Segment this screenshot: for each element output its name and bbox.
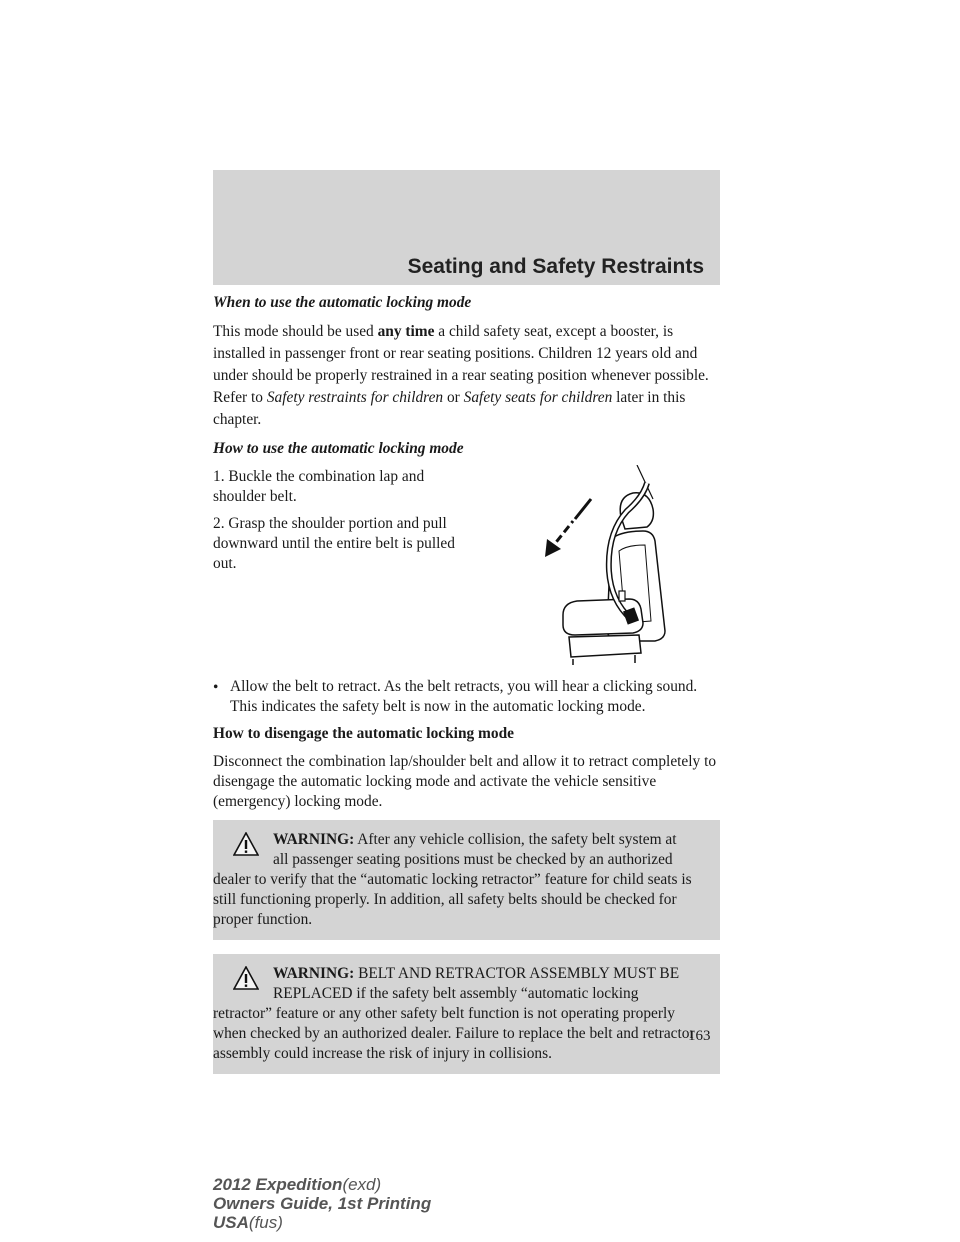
- bullet-item: [213, 677, 720, 717]
- footer-line-1: [213, 1175, 431, 1194]
- emphasis-any-time: any time: [377, 323, 435, 340]
- reference-safety-seats-children: Safety seats for children: [463, 389, 613, 406]
- footer: [213, 1175, 431, 1232]
- section-heading-when: When to use the automatic locking mode: [213, 294, 472, 311]
- text-span: After any vehicle collision, the safety belt system at: [354, 831, 677, 848]
- footer-line-2: Owners Guide, 1st Printing: [213, 1194, 432, 1213]
- page-number: 163: [688, 1028, 711, 1044]
- warning-2-line-2: REPLACED if the safety belt assembly “automatic locking: [273, 985, 639, 1002]
- text-span: a child safety seat, except a booster, is installed in passenger front or rear seating positions. Children 12 years old and under should be properly restrained in a rear seating position whenever possible. Refer to: [213, 323, 709, 406]
- paragraph-disengage: Disconnect the combination lap/shoulder belt and allow it to retract completely to disengage the automatic locking mode and activate the vehicle sensitive (emergency) locking mode.: [213, 753, 717, 810]
- paragraph-when: [213, 321, 720, 431]
- step-1: 1. Buckle the combination lap and shoulder belt.: [213, 468, 425, 505]
- header-band: [213, 170, 720, 285]
- steps-area: [213, 467, 720, 667]
- section-heading-how-to-use: How to use the automatic locking mode: [213, 440, 464, 457]
- section-heading-disengage: How to disengage the automatic locking mode: [213, 725, 514, 742]
- warning-triangle-icon: [233, 966, 259, 990]
- steps-list: [213, 467, 463, 581]
- warning-box-2: [213, 954, 720, 1074]
- step-2: 2. Grasp the shoulder portion and pull downward until the entire belt is pulled out.: [213, 515, 455, 572]
- warning-label: WARNING:: [273, 965, 355, 982]
- warning-box-1: [213, 820, 720, 940]
- footer-model-code: (exd): [342, 1175, 382, 1194]
- footer-line-3: [213, 1213, 431, 1232]
- bullet-text: Allow the belt to retract. As the belt retracts, you will hear a clicking sound. This indicates the safety belt is now in the automatic locking mode.: [230, 678, 698, 715]
- warning-triangle-icon: [233, 832, 259, 856]
- warning-1-line-2: all passenger seating positions must be checked by an authorized: [273, 851, 673, 868]
- bullet-mark: •: [213, 679, 219, 696]
- warning-1-rest: dealer to verify that the “automatic locking retractor” feature for child seats is still functioning properly. In addition, all safety belts should be checked for proper function.: [213, 871, 692, 928]
- pull-direction-arrow: [549, 499, 591, 551]
- warning-2-rest: retractor” feature or any other safety belt function is not operating properly when checked by an authorized dealer. Failure to replace the belt and retractor assembly could increase the risk of injury in collisions.: [213, 1005, 695, 1062]
- warning-2-line-1: [213, 964, 708, 984]
- warning-1-line-1: [213, 830, 708, 850]
- reference-safety-restraints-children: Safety restraints for children: [266, 389, 444, 406]
- arrow-head: [545, 539, 561, 557]
- text-span: BELT AND RETRACTOR ASSEMBLY MUST BE: [354, 965, 680, 982]
- seat-belt-illustration: [543, 465, 673, 665]
- page-content: [213, 292, 720, 1088]
- footer-market-code: (fus): [248, 1213, 283, 1232]
- warning-label: WARNING:: [273, 831, 355, 848]
- text-span: This mode should be used: [213, 323, 378, 340]
- text-span: or: [443, 389, 464, 406]
- footer-model: 2012 Expedition: [213, 1175, 343, 1194]
- text-span: later in this chapter.: [213, 389, 686, 428]
- footer-market: USA: [213, 1213, 249, 1232]
- page-title: Seating and Safety Restraints: [407, 255, 704, 278]
